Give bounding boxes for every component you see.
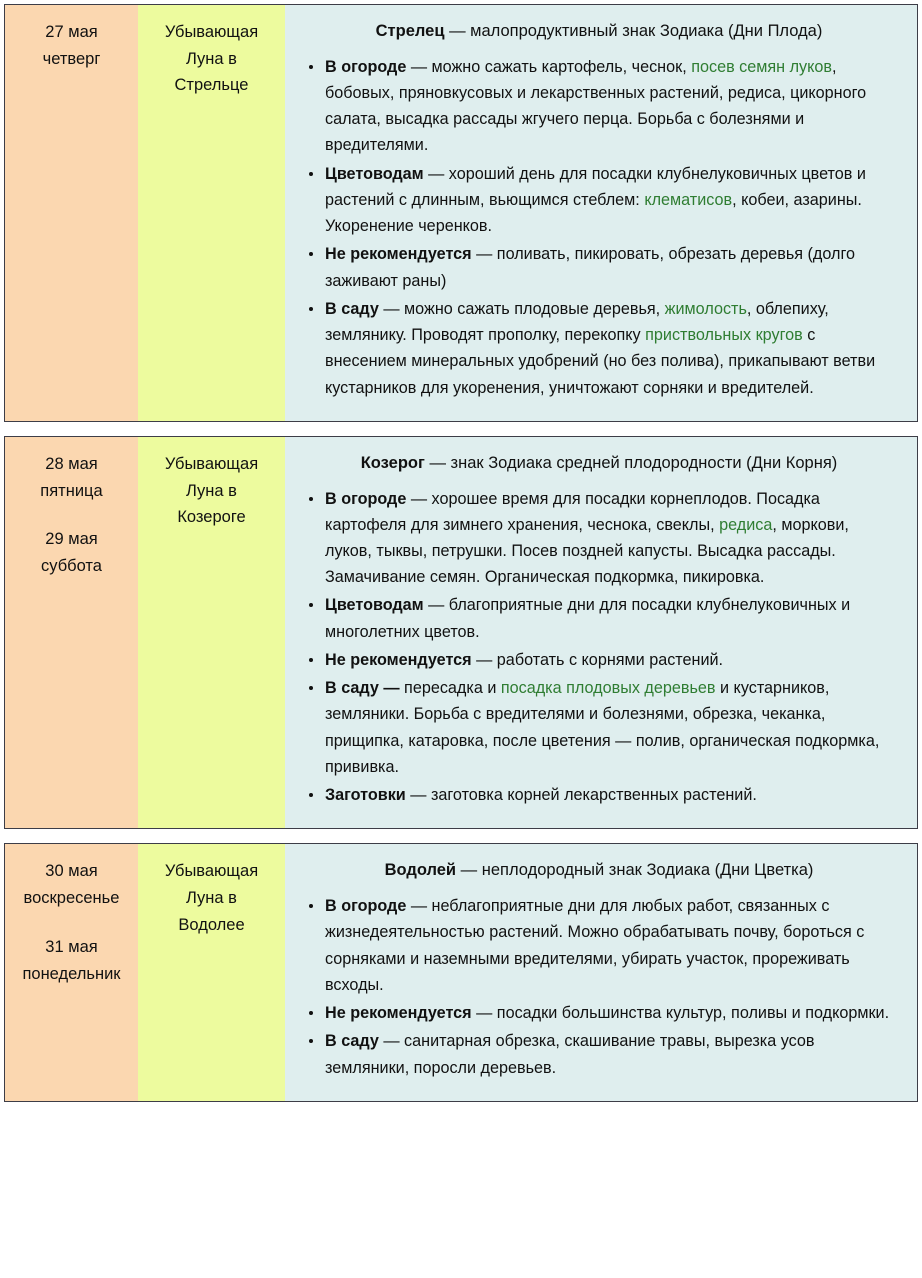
date-entry <box>11 526 132 579</box>
zodiac-sign-name: Водолей <box>384 861 457 880</box>
date-column <box>5 437 138 829</box>
advice-list-item <box>303 486 895 591</box>
advice-list-item <box>303 161 895 240</box>
advice-item-label: Не рекомендуется <box>325 245 472 264</box>
advice-list-item <box>303 647 895 673</box>
advice-text: пересадка и <box>399 679 501 698</box>
advice-text: — поливать, пикировать, обрезать деревья (долго заживают раны) <box>325 245 856 290</box>
zodiac-sign-heading <box>303 858 895 883</box>
moon-phase-line: Луна в <box>186 889 237 908</box>
advice-text: — можно сажать плодовые деревья, <box>378 299 665 318</box>
moon-phase-column <box>138 5 285 421</box>
moon-phase-column <box>138 844 285 1100</box>
zodiac-sign-heading <box>303 451 895 476</box>
advice-text: с внесением минеральных удобрений (но без полива), прикапывают ветви кустарников для укоренения, уничтожают сорняки и вредителей. <box>325 326 876 397</box>
calendar-day-block <box>4 4 918 422</box>
zodiac-sign-name: Козерог <box>360 453 425 472</box>
advice-list-item <box>303 675 895 780</box>
advice-column <box>285 437 917 829</box>
moon-phase-line: Козероге <box>177 508 246 527</box>
moon-phase-line: Луна в <box>186 481 237 500</box>
calendar-day-block <box>4 436 918 830</box>
date-day: 31 мая <box>45 937 98 956</box>
advice-item-label: В саду <box>325 1032 379 1051</box>
advice-text: — заготовка корней лекарственных растений. <box>405 786 757 805</box>
advice-item-label: В саду — <box>325 679 400 698</box>
date-column <box>5 844 138 1100</box>
moon-phase-line: Водолее <box>178 915 245 934</box>
date-entry <box>11 19 132 72</box>
advice-list <box>303 54 895 401</box>
date-entry <box>11 858 132 911</box>
advice-link[interactable]: жимолость <box>664 299 747 318</box>
advice-item-label: В огороде <box>325 57 407 76</box>
advice-list-item <box>303 54 895 159</box>
advice-item-label: Цветоводам <box>325 596 424 615</box>
advice-column <box>285 5 917 421</box>
advice-link[interactable]: редиса <box>719 515 773 534</box>
date-weekday: воскресенье <box>23 889 120 908</box>
date-weekday: суббота <box>41 556 102 575</box>
advice-item-label: В огороде <box>325 897 407 916</box>
advice-list-item <box>303 1028 895 1080</box>
advice-text: — можно сажать картофель, чеснок, <box>406 57 692 76</box>
advice-item-label: В саду <box>325 299 379 318</box>
date-day: 27 мая <box>45 23 98 41</box>
advice-item-label: Не рекомендуется <box>325 1004 472 1023</box>
advice-text: и кустарников, земляники. Борьба с вредителями и болезнями, обрезка, чеканка, прищипка, катаровка, после цветения — полив, органическая подкормка, прививка. <box>325 679 880 776</box>
advice-text: — посадки большинства культур, поливы и подкормки. <box>471 1004 890 1023</box>
advice-link[interactable]: клематисов <box>644 190 733 209</box>
zodiac-sign-name: Стрелец <box>375 22 445 40</box>
moon-phase-line: Убывающая <box>164 23 259 41</box>
advice-list <box>303 486 895 809</box>
moon-phase-column <box>138 437 285 829</box>
advice-list-item <box>303 893 895 998</box>
advice-text: , бобовых, пряновкусовых и лекарственных растений, редиса, цикорного салата, высадка рассады жгучего перца. Борьба с болезнями и вредителями. <box>325 57 867 155</box>
advice-list <box>303 893 895 1081</box>
advice-list-item <box>303 241 895 293</box>
advice-column <box>285 844 917 1100</box>
date-day: 29 мая <box>45 530 98 549</box>
moon-phase-line: Стрельце <box>174 76 249 95</box>
advice-text: — санитарная обрезка, скашивание травы, вырезка усов земляники, поросли деревьев. <box>325 1032 815 1077</box>
date-entry <box>11 451 132 504</box>
calendar-day-block <box>4 843 918 1101</box>
advice-text: , облепиху, землянику. Проводят прополку, перекопку <box>325 299 829 345</box>
advice-list-item <box>303 592 895 644</box>
moon-phase-line: Убывающая <box>164 862 259 881</box>
advice-item-label: В огороде <box>325 489 407 508</box>
advice-item-label: Цветоводам <box>325 164 424 183</box>
advice-list-item <box>303 1000 895 1026</box>
advice-link[interactable]: посадка плодовых деревьев <box>500 679 716 698</box>
advice-text: — неблагоприятные дни для любых работ, связанных с жизнедеятельностью растений. Можно обрабатывать почву, бороться с сорняками и наземными вредителями, убирать участок, прореживать всходы. <box>325 897 865 994</box>
advice-text: — благоприятные дни для посадки клубнелуковичных и многолетних цветов. <box>325 596 851 641</box>
zodiac-sign-description: — малопродуктивный знак Зодиака (Дни Плода) <box>449 22 823 40</box>
advice-text: , кобеи, азарины. Укоренение черенков. <box>325 190 862 236</box>
advice-item-label: Не рекомендуется <box>325 650 472 669</box>
date-weekday: пятница <box>40 481 103 500</box>
date-day: 28 мая <box>45 454 98 473</box>
advice-link[interactable]: посев семян луков <box>691 57 832 76</box>
advice-text: , моркови, луков, тыквы, петрушки. Посев поздней капусты. Высадка рассады. Замачивание семян. Органическая подкормка, пикировка. <box>325 515 849 587</box>
advice-item-label: Заготовки <box>325 786 406 805</box>
moon-phase-line: Убывающая <box>164 454 259 473</box>
advice-text: — хорошее время для посадки корнеплодов. Посадка картофеля для зимнего хранения, чеснока, свеклы, <box>325 489 820 534</box>
zodiac-sign-description: — неплодородный знак Зодиака (Дни Цветка) <box>460 861 814 880</box>
date-weekday: четверг <box>42 49 101 68</box>
date-weekday: понедельник <box>22 964 121 983</box>
date-day: 30 мая <box>45 862 98 881</box>
advice-list-item <box>303 296 895 401</box>
date-column <box>5 5 138 421</box>
advice-text: — хороший день для посадки клубнелуковичных цветов и растений с длинным, вьющимся стеблем: <box>325 164 866 209</box>
moon-phase-line: Луна в <box>186 49 237 68</box>
zodiac-sign-heading <box>303 19 895 44</box>
advice-text: — работать с корнями растений. <box>471 650 724 669</box>
advice-link[interactable]: приствольных кругов <box>645 326 803 345</box>
date-entry <box>11 934 132 987</box>
advice-list-item <box>303 782 895 808</box>
zodiac-sign-description: — знак Зодиака средней плодородности (Дни Корня) <box>429 453 838 472</box>
